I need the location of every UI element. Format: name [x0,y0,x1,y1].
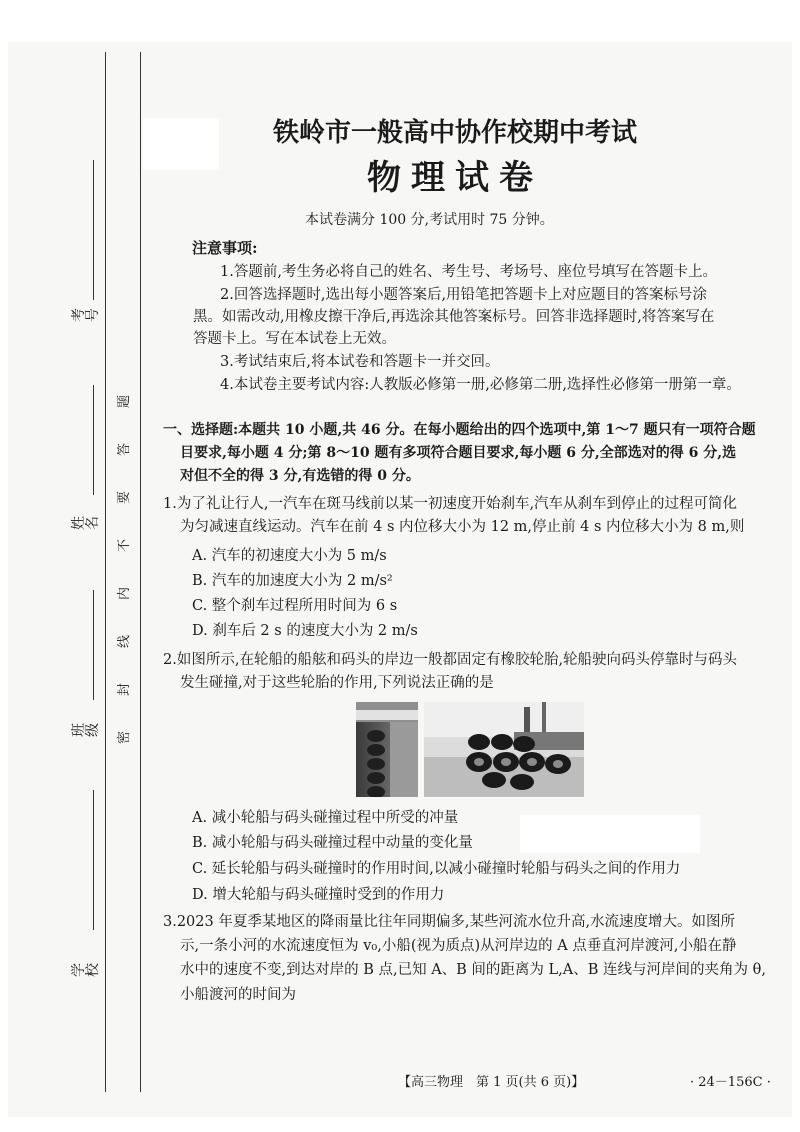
exam-number-label: 考号 [71,308,101,322]
notes-line: 3.考试结束后,将本试卷和答题卡一并交回。 [220,354,500,370]
q2-option-b: B. 减小轮船与码头碰撞过程中动量的变化量 [192,835,473,851]
class-label: 班级 [71,723,101,737]
name-underline [93,385,94,495]
section-heading: 目要求,每小题 4 分;第 8～10 题有多项符合题目要求,每小题 6 分,全部选对的得 6 分,选 [180,445,737,461]
page-footer-center: 【高三物理 第 1 页(共 6 页)】 [398,1075,585,1090]
exam-info: 本试卷满分 100 分,考试用时 75 分钟。 [305,212,554,228]
seal-char: 封 [117,682,133,697]
q1-option-b: B. 汽车的加速度大小为 2 m/s² [192,573,393,589]
question-stem: 小船渡河的时间为 [180,987,296,1003]
question-stem: 3.2023 年夏季某地区的降雨量比往年同期偏多,某些河流水位升高,水流速度增大。如图所 [163,914,736,930]
dock-tire-photo-right [424,702,584,797]
seal-char: 内 [117,586,133,601]
question-stem: 示,一条小河的水流速度恒为 v₀,小船(视为质点)从河岸边的 A 点垂直河岸渡河,小船在静 [180,938,737,954]
binding-line-inner [140,52,141,1092]
subject-title: 物理试卷 [367,158,543,198]
seal-char: 不 [117,538,133,553]
seal-char: 密 [117,730,133,745]
notes-line: 答题卡上。写在本试卷上无效。 [193,331,396,347]
notes-heading: 注意事项: [192,239,258,257]
question-stem: 为匀减速直线运动。汽车在前 4 s 内位移大小为 12 m,停止前 4 s 内位移大小为 8 m,则 [180,519,745,535]
section-heading: 对但不全的得 3 分,有选错的得 0 分。 [180,468,420,484]
seal-char: 线 [117,634,133,649]
q1-option-a: A. 汽车的初速度大小为 5 m/s [192,548,387,564]
question-stem: 水中的速度不变,到达对岸的 B 点,已知 A、B 间的距离为 L,A、B 连线与河岸间的夹角为 θ, [180,962,766,978]
notes-line: 1.答题前,考生务必将自己的姓名、考生号、考场号、座位号填写在答题卡上。 [220,264,717,280]
redacted-area [520,815,700,853]
section-heading: 一、选择题:本题共 10 小题,共 46 分。在每小题给出的四个选项中,第 1～7 题只有一项符合题 [163,422,756,438]
notes-line: 4.本试卷主要考试内容:人教版必修第一册,必修第二册,选择性必修第一册第一章。 [220,377,741,393]
notes-line: 黑。如需改动,用橡皮擦干净后,再选涂其他答案标号。回答非选择题时,将答案写在 [193,309,715,325]
class-underline [93,590,94,700]
seal-char: 题 [117,394,133,409]
binding-line-outer [105,52,106,1092]
q2-option-a: A. 减小轮船与码头碰撞过程中所受的冲量 [192,810,459,826]
school-underline [93,790,94,930]
q2-option-c: C. 延长轮船与码头碰撞时的作用时间,以减小碰撞时轮船与码头之间的作用力 [192,861,681,877]
q2-option-d: D. 增大轮船与码头碰撞时受到的作用力 [192,887,445,903]
notes-line: 2.回答选择题时,选出每小题答案后,用铅笔把答题卡上对应题目的答案标号涂 [220,287,708,303]
q1-option-c: C. 整个刹车过程所用时间为 6 s [192,598,398,614]
exam-title: 铁岭市一般高中协作校期中考试 [272,118,637,148]
question-stem: 2.如图所示,在轮船的船舷和码头的岸边一般都固定有橡胶轮胎,轮船驶向码头停靠时与码头 [163,652,738,668]
q1-option-d: D. 刹车后 2 s 的速度大小为 2 m/s [192,623,418,639]
page-footer-code: · 24－156C · [690,1075,771,1090]
seal-char: 要 [117,490,133,505]
seal-char: 答 [117,442,133,457]
question-stem: 1.为了礼让行人,一汽车在斑马线前以某一初速度开始刹车,汽车从刹车到停止的过程可简化 [163,496,738,512]
dock-tire-photo-left [356,702,418,797]
name-label: 姓名 [71,516,101,530]
school-label: 学校 [71,963,101,977]
question-stem: 发生碰撞,对于这些轮胎的作用,下列说法正确的是 [180,675,494,691]
